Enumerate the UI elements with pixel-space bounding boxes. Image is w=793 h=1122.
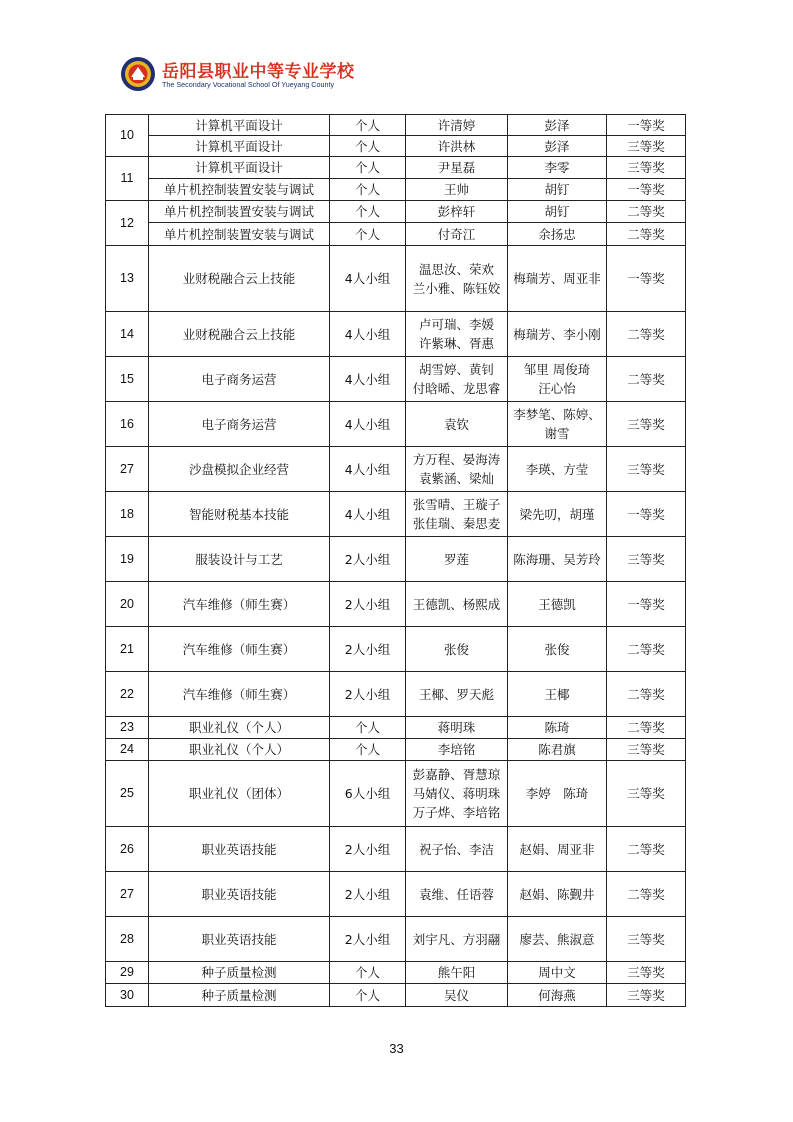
- teachers-cell-line: 何海燕: [538, 987, 576, 1003]
- students-cell: [406, 537, 508, 582]
- table-row: [106, 717, 686, 739]
- teachers-cell-line: 梁先叨，胡瑾: [519, 506, 595, 522]
- type-cell: 个人: [330, 179, 406, 201]
- students-cell: [406, 157, 508, 179]
- teachers-cell-line: 周中文: [538, 965, 576, 980]
- teachers-cell: [508, 827, 607, 872]
- award-cell: 三等奖: [607, 136, 686, 157]
- type-cell: 4人小组: [330, 402, 406, 447]
- table-row: [106, 739, 686, 761]
- teachers-cell-line: 邹里 周俊琦: [523, 362, 591, 377]
- event-cell: 电子商务运营: [149, 402, 330, 447]
- row-number-cell: 13: [106, 246, 149, 312]
- teachers-cell: [508, 739, 607, 761]
- students-cell: [406, 179, 508, 201]
- row-number-cell: 20: [106, 582, 149, 627]
- students-cell-line: 王德凯、杨熙成: [412, 596, 501, 612]
- teachers-cell: [508, 357, 607, 402]
- award-cell: 三等奖: [607, 962, 686, 984]
- students-cell-line: 付晗晞、龙思睿: [412, 381, 501, 396]
- row-number-cell: 22: [106, 672, 149, 717]
- award-cell: 三等奖: [607, 984, 686, 1007]
- students-cell-line: 许洪林: [437, 138, 476, 154]
- teachers-cell: [508, 872, 607, 917]
- students-cell: [406, 917, 508, 962]
- teachers-cell: [508, 672, 607, 717]
- event-cell: 职业礼仪（个人）: [149, 739, 330, 761]
- page-header: [120, 56, 380, 96]
- students-cell: [406, 717, 508, 739]
- teachers-cell-line: 李瑛、方莹: [525, 461, 589, 477]
- teachers-cell-line: 陈君旗: [538, 742, 576, 757]
- students-cell: [406, 201, 508, 223]
- event-cell: 职业英语技能: [149, 872, 330, 917]
- students-cell-line: 卢可瑞、李媛: [418, 317, 494, 332]
- type-cell: 2人小组: [330, 582, 406, 627]
- teachers-cell-line: 陈海珊、吴芳玲: [513, 551, 601, 567]
- students-cell-line: 蒋明珠: [437, 720, 476, 735]
- award-cell: 一等奖: [607, 582, 686, 627]
- table-row: [106, 492, 686, 537]
- teachers-cell-line: 李梦笔、陈婷、: [513, 407, 601, 422]
- teachers-cell-line: 李婷 陈琦: [525, 786, 589, 801]
- students-cell: [406, 447, 508, 492]
- teachers-cell-line: 彭泽: [544, 138, 570, 154]
- teachers-cell: [508, 157, 607, 179]
- type-cell: 2人小组: [330, 672, 406, 717]
- event-cell: 计算机平面设计: [149, 157, 330, 179]
- award-cell: 一等奖: [607, 246, 686, 312]
- teachers-cell-line: 谢雪: [544, 426, 570, 441]
- row-number-cell: 11: [106, 157, 149, 201]
- students-cell-line: 马婧仪、蒋明珠: [412, 786, 501, 801]
- students-cell: [406, 223, 508, 246]
- table-row: [106, 136, 686, 157]
- type-cell: 个人: [330, 223, 406, 246]
- type-cell: 个人: [330, 136, 406, 157]
- row-number-cell: 23: [106, 717, 149, 739]
- event-cell: 单片机控制装置安装与调试: [149, 201, 330, 223]
- teachers-cell: [508, 761, 607, 827]
- teachers-cell-line: 赵娟、周亚非: [519, 841, 595, 857]
- event-cell: 职业礼仪（个人）: [149, 717, 330, 739]
- teachers-cell-line: 张俊: [544, 641, 570, 657]
- students-cell-line: 袁钦: [443, 416, 469, 432]
- students-cell: [406, 312, 508, 357]
- students-cell-line: 兰小雅、陈钰姣: [412, 280, 501, 296]
- table-row: [106, 672, 686, 717]
- students-cell: [406, 627, 508, 672]
- students-cell: [406, 827, 508, 872]
- table-row: [106, 984, 686, 1007]
- event-cell: 汽车维修（师生赛）: [149, 627, 330, 672]
- award-cell: 二等奖: [607, 827, 686, 872]
- students-cell-line: 张雪晴、王璇子: [412, 497, 501, 512]
- type-cell: 2人小组: [330, 872, 406, 917]
- students-cell-line: 张佳瑞、秦思麦: [412, 516, 501, 531]
- teachers-cell-line: 梅瑞芳、李小刚: [513, 326, 601, 342]
- award-cell: 三等奖: [607, 537, 686, 582]
- teachers-cell-line: 陈琦: [544, 720, 570, 735]
- event-cell: 种子质量检测: [149, 962, 330, 984]
- type-cell: 4人小组: [330, 492, 406, 537]
- teachers-cell: [508, 179, 607, 201]
- students-cell-line: 袁维、任语蓉: [418, 886, 494, 902]
- award-cell: 二等奖: [607, 201, 686, 223]
- students-cell: [406, 962, 508, 984]
- event-cell: 单片机控制装置安装与调试: [149, 223, 330, 246]
- students-cell: [406, 872, 508, 917]
- row-number-cell: 10: [106, 115, 149, 157]
- teachers-cell: [508, 115, 607, 136]
- students-cell-line: 尹星磊: [437, 160, 476, 175]
- type-cell: 2人小组: [330, 537, 406, 582]
- teachers-cell: [508, 537, 607, 582]
- type-cell: 2人小组: [330, 827, 406, 872]
- students-cell-line: 刘宇凡、方羽翮: [412, 931, 501, 947]
- type-cell: 个人: [330, 157, 406, 179]
- teachers-cell-line: 余扬忠: [538, 226, 576, 242]
- type-cell: 个人: [330, 739, 406, 761]
- award-cell: 二等奖: [607, 312, 686, 357]
- type-cell: 4人小组: [330, 246, 406, 312]
- event-cell: 计算机平面设计: [149, 136, 330, 157]
- students-cell-line: 温思汝、荣欢: [418, 261, 494, 277]
- event-cell: 业财税融合云上技能: [149, 312, 330, 357]
- table-row: [106, 627, 686, 672]
- award-cell: 三等奖: [607, 761, 686, 827]
- event-cell: 业财税融合云上技能: [149, 246, 330, 312]
- award-cell: 二等奖: [607, 717, 686, 739]
- students-cell-line: 万子烨、李培铭: [412, 805, 501, 820]
- students-cell: [406, 582, 508, 627]
- row-number-cell: 27: [106, 447, 149, 492]
- table-row: [106, 827, 686, 872]
- table-row: [106, 201, 686, 223]
- award-cell: 二等奖: [607, 672, 686, 717]
- row-number-cell: 26: [106, 827, 149, 872]
- students-cell-line: 李培铭: [437, 742, 476, 757]
- students-cell-line: 祝子怡、李洁: [418, 841, 494, 857]
- students-cell-line: 张俊: [443, 641, 469, 657]
- award-cell: 三等奖: [607, 157, 686, 179]
- table-row: [106, 357, 686, 402]
- teachers-cell-line: 彭泽: [544, 117, 570, 133]
- teachers-cell: [508, 917, 607, 962]
- teachers-cell: [508, 402, 607, 447]
- table-row: [106, 223, 686, 246]
- students-cell-line: 方万程、晏海涛: [412, 452, 501, 467]
- awards-table-body: [106, 115, 686, 1007]
- table-row: [106, 157, 686, 179]
- teachers-cell-line: 王德凯: [538, 596, 576, 612]
- award-cell: 二等奖: [607, 627, 686, 672]
- row-number-cell: 29: [106, 962, 149, 984]
- students-cell-line: 许清婷: [437, 117, 476, 133]
- students-cell-line: 吴仪: [443, 987, 469, 1003]
- table-row: [106, 872, 686, 917]
- teachers-cell: [508, 627, 607, 672]
- students-cell: [406, 357, 508, 402]
- teachers-cell: [508, 201, 607, 223]
- students-cell: [406, 492, 508, 537]
- students-cell: [406, 739, 508, 761]
- row-number-cell: 24: [106, 739, 149, 761]
- students-cell: [406, 246, 508, 312]
- teachers-cell: [508, 312, 607, 357]
- row-number-cell: 21: [106, 627, 149, 672]
- students-cell-line: 胡雪婷、黄钊: [418, 362, 494, 377]
- row-number-cell: 16: [106, 402, 149, 447]
- teachers-cell: [508, 717, 607, 739]
- school-name-english: The Secondary Vocational School Of Yueyang County: [162, 80, 335, 89]
- type-cell: 个人: [330, 201, 406, 223]
- type-cell: 4人小组: [330, 447, 406, 492]
- table-row: [106, 537, 686, 582]
- type-cell: 4人小组: [330, 312, 406, 357]
- teachers-cell: [508, 492, 607, 537]
- table-row: [106, 582, 686, 627]
- teachers-cell-line: 胡钉: [544, 182, 570, 197]
- teachers-cell-line: 汪心怡: [538, 381, 576, 396]
- event-cell: 职业英语技能: [149, 827, 330, 872]
- type-cell: 2人小组: [330, 917, 406, 962]
- type-cell: 4人小组: [330, 357, 406, 402]
- students-cell-line: 彭梓轩: [437, 204, 476, 219]
- students-cell: [406, 984, 508, 1007]
- event-cell: 职业礼仪（团体）: [149, 761, 330, 827]
- event-cell: 电子商务运营: [149, 357, 330, 402]
- row-number-cell: 19: [106, 537, 149, 582]
- teachers-cell-line: 梅瑞芳、周亚非: [513, 271, 601, 286]
- award-cell: 一等奖: [607, 492, 686, 537]
- students-cell: [406, 761, 508, 827]
- award-cell: 一等奖: [607, 179, 686, 201]
- students-cell-line: 彭嘉静、胥慧琼: [412, 767, 501, 782]
- table-row: [106, 402, 686, 447]
- teachers-cell-line: 赵娟、陈觐井: [519, 886, 595, 902]
- event-cell: 汽车维修（师生赛）: [149, 582, 330, 627]
- type-cell: 个人: [330, 984, 406, 1007]
- event-cell: 服装设计与工艺: [149, 537, 330, 582]
- table-row: [106, 917, 686, 962]
- teachers-cell: [508, 962, 607, 984]
- students-cell-line: 熊午阳: [437, 965, 476, 980]
- event-cell: 单片机控制装置安装与调试: [149, 179, 330, 201]
- school-logo-icon: [120, 56, 156, 92]
- students-cell-line: 许紫琳、胥惠: [418, 336, 494, 351]
- row-number-cell: 27: [106, 872, 149, 917]
- students-cell: [406, 136, 508, 157]
- row-number-cell: 12: [106, 201, 149, 246]
- award-cell: 三等奖: [607, 402, 686, 447]
- award-cell: 三等奖: [607, 739, 686, 761]
- teachers-cell: [508, 582, 607, 627]
- students-cell-line: 袁紫涵、梁灿: [418, 471, 494, 486]
- award-cell: 一等奖: [607, 115, 686, 136]
- table-row: [106, 447, 686, 492]
- students-cell: [406, 402, 508, 447]
- type-cell: 个人: [330, 717, 406, 739]
- teachers-cell-line: 王椰: [544, 686, 570, 702]
- teachers-cell: [508, 246, 607, 312]
- event-cell: 沙盘模拟企业经营: [149, 447, 330, 492]
- row-number-cell: 14: [106, 312, 149, 357]
- teachers-cell: [508, 136, 607, 157]
- event-cell: 智能财税基本技能: [149, 492, 330, 537]
- teachers-cell-line: 胡钉: [544, 204, 570, 219]
- students-cell: [406, 115, 508, 136]
- students-cell-line: 付奇江: [437, 226, 476, 242]
- teachers-cell-line: 李零: [544, 160, 570, 175]
- teachers-cell-line: 廖芸、熊淑意: [519, 931, 595, 947]
- award-cell: 二等奖: [607, 872, 686, 917]
- type-cell: 2人小组: [330, 627, 406, 672]
- event-cell: 种子质量检测: [149, 984, 330, 1007]
- students-cell-line: 王椰、罗天彪: [418, 686, 494, 702]
- row-number-cell: 15: [106, 357, 149, 402]
- table-row: [106, 962, 686, 984]
- table-row: [106, 312, 686, 357]
- award-cell: 三等奖: [607, 447, 686, 492]
- type-cell: 个人: [330, 115, 406, 136]
- row-number-cell: 25: [106, 761, 149, 827]
- page-number: 33: [389, 1041, 404, 1056]
- teachers-cell: [508, 984, 607, 1007]
- type-cell: 6人小组: [330, 761, 406, 827]
- row-number-cell: 30: [106, 984, 149, 1007]
- row-number-cell: 18: [106, 492, 149, 537]
- award-cell: 三等奖: [607, 917, 686, 962]
- table-row: [106, 246, 686, 312]
- table-row: [106, 115, 686, 136]
- type-cell: 个人: [330, 962, 406, 984]
- row-number-cell: 28: [106, 917, 149, 962]
- students-cell: [406, 672, 508, 717]
- teachers-cell: [508, 447, 607, 492]
- table-row: [106, 761, 686, 827]
- teachers-cell: [508, 223, 607, 246]
- table-row: [106, 179, 686, 201]
- award-cell: 二等奖: [607, 223, 686, 246]
- students-cell-line: 罗莲: [443, 551, 469, 567]
- event-cell: 职业英语技能: [149, 917, 330, 962]
- award-cell: 二等奖: [607, 357, 686, 402]
- students-cell-line: 王帅: [443, 182, 469, 197]
- awards-table: [105, 114, 686, 1007]
- event-cell: 汽车维修（师生赛）: [149, 672, 330, 717]
- event-cell: 计算机平面设计: [149, 115, 330, 136]
- school-name-chinese: 岳阳县职业中等专业学校: [162, 62, 355, 82]
